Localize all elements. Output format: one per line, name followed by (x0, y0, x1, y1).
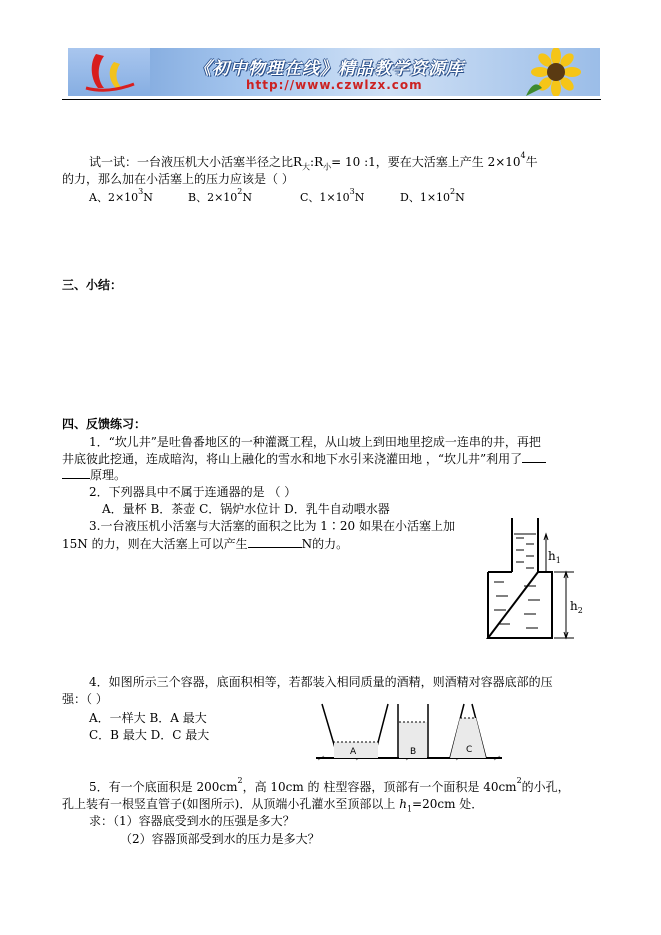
h1-label: $h_1$ (548, 549, 561, 565)
container-b-label: B (410, 747, 417, 757)
section-summary-heading: 三、小结： (62, 278, 123, 292)
site-logo (68, 48, 150, 96)
site-url: http://www.czwlzx.com (246, 78, 423, 92)
h2-label: $h_2$ (570, 599, 583, 615)
sunflower-image (516, 48, 596, 96)
site-title: 《初中物理在线》精品教学资源库 (194, 59, 464, 79)
q5-line1: 5．有一个底面积是 $200cm^2$，高 10cm 的 柱型容器，顶部有一个面积是 $40cm^2$的小孔， (89, 776, 570, 794)
trial-option-a: A、$2\times 10^3N$ (89, 187, 153, 204)
trial-question-line2: 的力，那么加在小活塞上的压力应该是（ ） (62, 172, 294, 186)
header-banner (68, 48, 600, 96)
q5-line2: 孔上装有一根竖直管子(如图所示)．从顶端小孔灌水至顶部以上 $h_1=20cm$ 处． (62, 797, 484, 814)
q4-line2: 强：（ ） (62, 692, 108, 706)
trial-option-c: C、$1\times 10^3N$ (300, 187, 365, 204)
container-c-label: C (466, 745, 473, 755)
trial-option-b: B、$2\times 10^2N$ (188, 187, 253, 204)
q5-ask-1: 求：（1）容器底受到水的压强是多大？ (89, 814, 295, 828)
q4-options-2: C．B 最大 D．C 最大 (89, 728, 210, 742)
q1-line1: 1．“坎儿井”是吐鲁番地区的一种灌溉工程，从山坡上到田地里挖成一连串的井，再把 (89, 435, 541, 449)
q1-line3: 原理。 (62, 466, 126, 483)
pipe-container-figure (484, 514, 584, 644)
q2-text: 2．下列器具中不属于连通器的是 （ ） (89, 485, 297, 499)
three-containers-figure (316, 702, 502, 762)
q5-ask-2: （2）容器顶部受到水的压力是多大？ (120, 832, 320, 846)
q2-options: A．量杯 B．茶壶 C．锅炉水位计 D．乳牛自动喂水器 (102, 502, 390, 516)
container-a-label: A (350, 747, 357, 757)
q4-line1: 4．如图所示三个容器，底面积相等，若都装入相同质量的酒精，则酒精对容器底部的压 (89, 675, 553, 689)
q1-line2: 井底彼此挖通，连成暗沟，将山上融化的雪水和地下水引来浇灌田地 ，“坎儿井”利用了 (62, 450, 546, 467)
q4-options-1: A．一样大 B．A 最大 (89, 711, 207, 725)
q3-line1: 3.一台液压机小活塞与大活塞的面积之比为 1∶20 如果在小活塞上加 (89, 519, 455, 533)
q3-line2: 15N 的力，则在大活塞上可以产生 N的力。 (62, 537, 349, 551)
trial-option-d: D、$1\times 10^2N$ (400, 187, 465, 204)
header-divider (62, 99, 601, 100)
section-feedback-heading: 四、反馈练习： (62, 417, 147, 431)
trial-question-line1: 试一试：一台液压机大小活塞半径之比$R_大:R_小= 10$ :1，要在大活塞上产生 $2\times 10^4$牛 (89, 151, 538, 172)
